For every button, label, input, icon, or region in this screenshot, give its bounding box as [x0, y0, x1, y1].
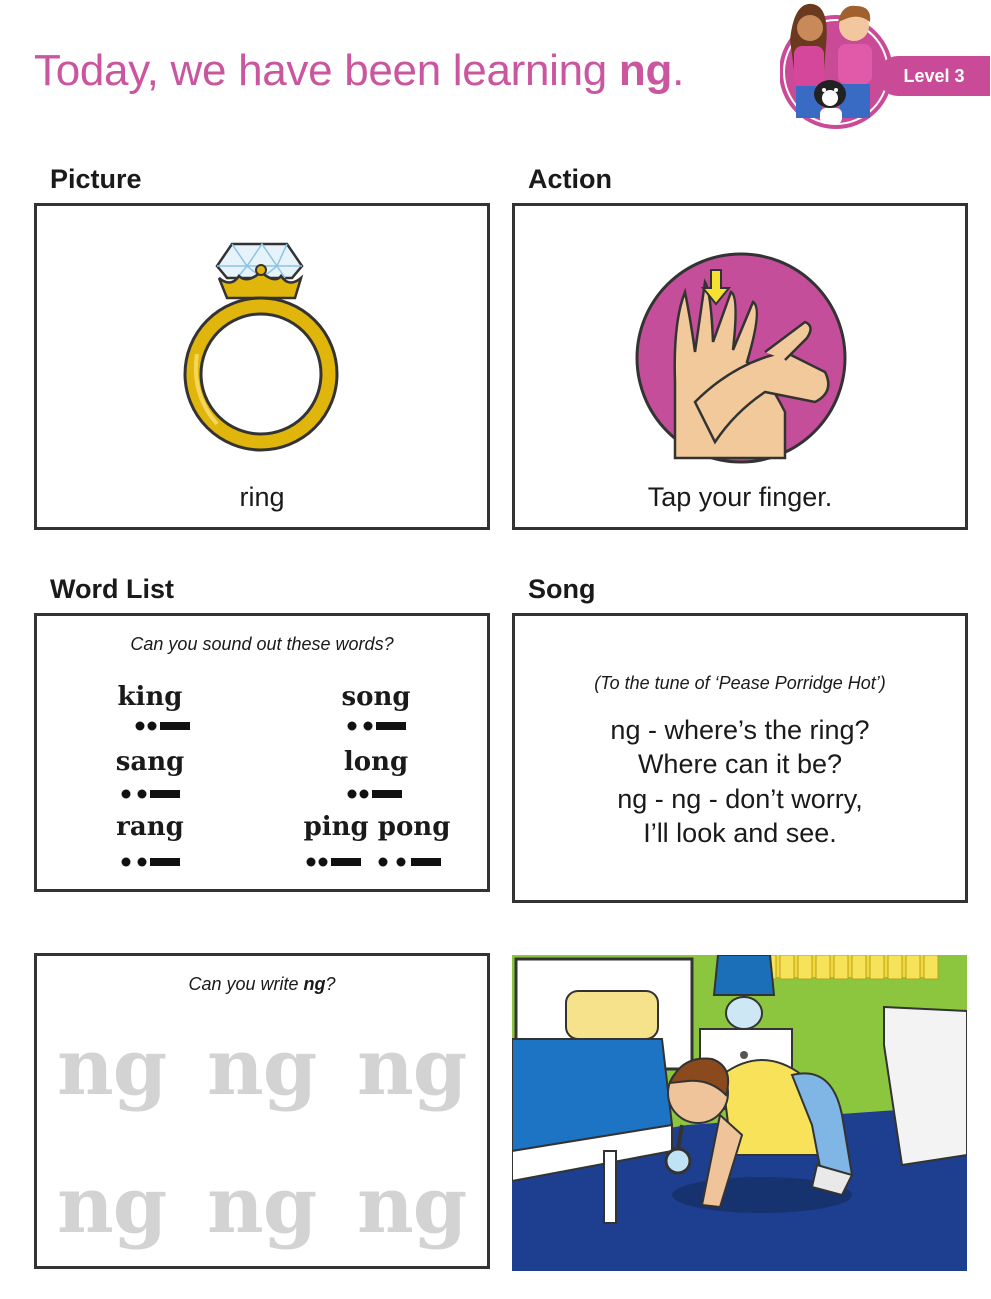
song-heading: Song — [528, 574, 596, 604]
trace-letters[interactable]: ng — [207, 1022, 317, 1113]
title-focus: ng — [618, 46, 673, 95]
word-list-prompt: Can you sound out these words? — [130, 634, 394, 654]
boy-searching-bedroom-illustration — [512, 955, 967, 1271]
action-heading: Action — [528, 164, 612, 194]
song-line: ng - ng - don’t worry, — [617, 784, 863, 814]
word-list-panel — [34, 613, 490, 892]
tapping-hands-icon — [635, 252, 847, 464]
song-line: Where can it be? — [637, 749, 843, 779]
sound-buttons-icon — [276, 720, 476, 732]
writing-prompt-suffix: ? — [325, 974, 336, 994]
level-badge: Level 3 — [878, 56, 990, 96]
sound-buttons-icon — [50, 788, 250, 800]
picture-heading: Picture — [50, 164, 142, 194]
song-tune: (To the tune of ‘Pease Porridge Hot’) — [594, 673, 886, 693]
sound-buttons-icon — [50, 720, 250, 732]
word-item: ping pong — [303, 812, 451, 842]
action-caption: Tap your finger. — [647, 482, 833, 512]
picture-caption: ring — [239, 482, 285, 512]
trace-letters[interactable]: ng — [57, 1160, 167, 1251]
writing-panel — [34, 953, 490, 1269]
word-item: king — [117, 682, 183, 712]
sound-buttons-icon — [50, 856, 250, 868]
word-list-heading: Word List — [50, 574, 174, 604]
writing-prompt-focus: ng — [303, 974, 326, 994]
word-item: rang — [116, 812, 184, 842]
ring-icon — [177, 234, 347, 464]
song-panel — [512, 613, 968, 903]
trace-letters[interactable]: ng — [357, 1022, 467, 1113]
title-suffix: . — [672, 46, 684, 95]
word-item: song — [341, 682, 411, 712]
action-panel — [512, 203, 968, 530]
sound-buttons-icon — [247, 856, 507, 868]
trace-letters[interactable]: ng — [357, 1160, 467, 1251]
song-line: I’ll look and see. — [643, 818, 837, 848]
word-item: long — [343, 747, 409, 777]
writing-prompt — [37, 974, 487, 995]
picture-panel — [34, 203, 490, 530]
writing-prompt-prefix: Can you write — [188, 974, 304, 994]
word-item: sang — [115, 747, 185, 777]
sound-buttons-icon — [276, 788, 476, 800]
trace-letters[interactable]: ng — [57, 1022, 167, 1113]
trace-letters[interactable]: ng — [207, 1160, 317, 1251]
song-line: ng - where’s the ring? — [610, 715, 870, 745]
page-title — [34, 46, 684, 96]
title-prefix: Today, we have been learning — [34, 46, 619, 95]
